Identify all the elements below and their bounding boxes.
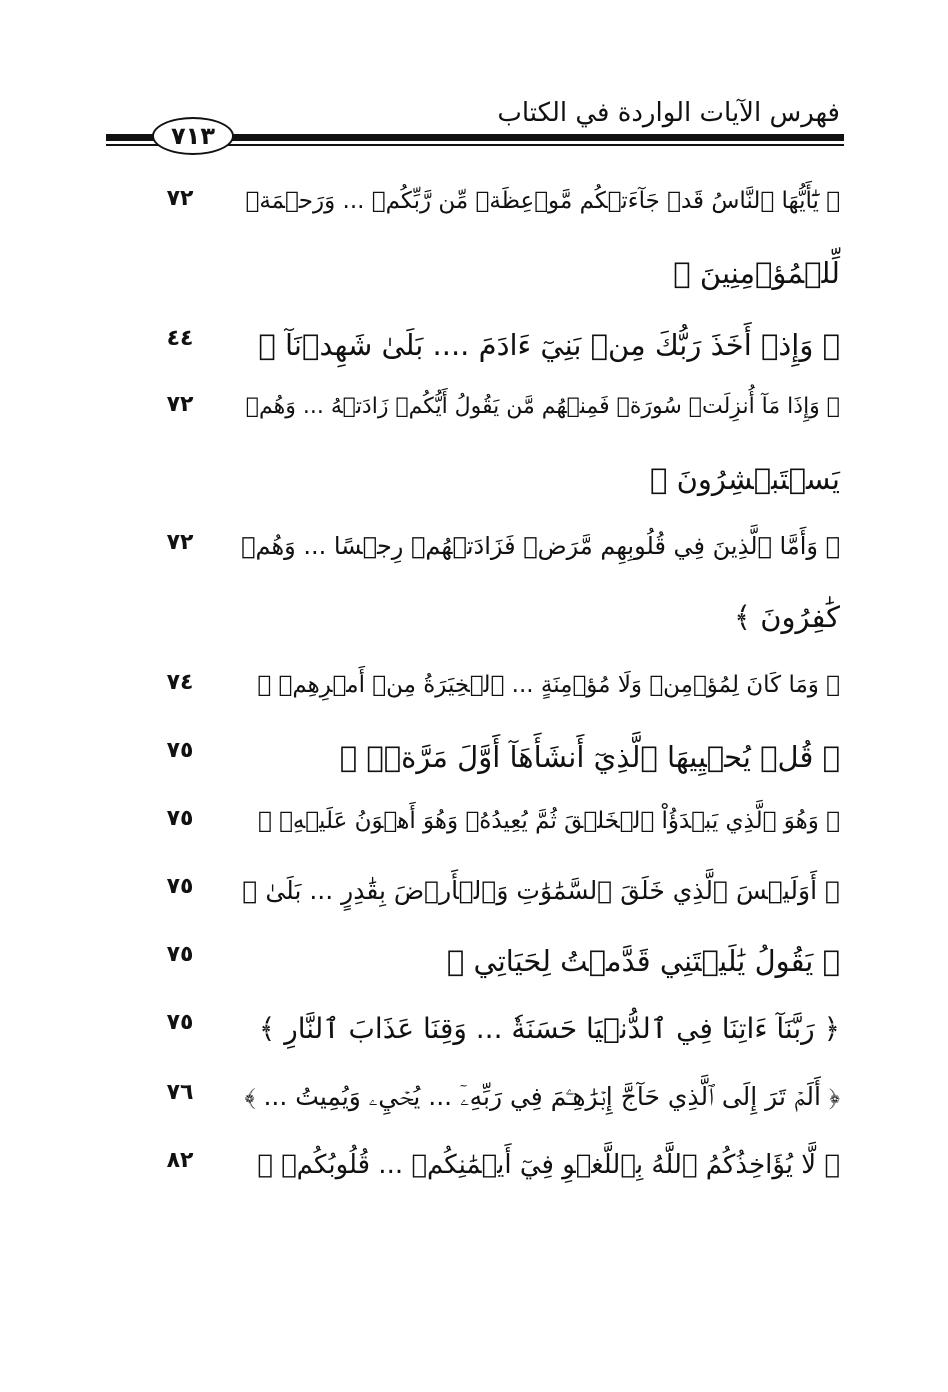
page-reference: ٧٥: [166, 874, 194, 899]
verse-text: ﴿ قُلۡ يُحۡيِيهَا ٱلَّذِيٓ أَنشَأَهَآ أَوَّلَ مَرَّةٖۖ ﴾: [339, 740, 840, 774]
page-reference: ٤٤: [166, 326, 194, 351]
verse-text: ﴿ وَهُوَ ٱلَّذِي يَبۡدَؤُاْ ٱلۡخَلۡقَ ثُمَّ يُعِيدُهُۥ وَهُوَ أَهۡوَنُ عَلَيۡهِۚ ﴾: [258, 808, 840, 834]
verse-text: ﴿ أَلَمۡ تَرَ إِلَى ٱلَّذِي حَآجَّ إِبۡرَٰهِـۧمَ فِي رَبِّهِۦٓ ... يُحۡيِۦ وَيُمِيتُ ... ﴾: [244, 1082, 840, 1111]
page-reference: ٧٥: [166, 806, 194, 831]
verse-text-continuation: كَٰفِرُونَ ﴾: [734, 600, 840, 634]
verse-text: ﴿ لَّا يُؤَاخِذُكُمُ ٱللَّهُ بِٱللَّغۡوِ فِيٓ أَيۡمَٰنِكُمۡ ... قُلُوبُكُمۡ ﴾: [257, 1150, 840, 1180]
verse-text: ﴿ رَبَّنَآ ءَاتِنَا فِي ٱلدُّنۡيَا حَسَنَةٗ ... وَقِنَا عَذَابَ ٱلنَّارِ ﴾: [258, 1012, 840, 1045]
page-reference: ٧٥: [166, 1010, 194, 1035]
verse-text-continuation: يَسۡتَبۡشِرُونَ ﴾: [649, 462, 840, 496]
verse-text: ﴿ يَٰٓأَيُّهَا ٱلنَّاسُ قَدۡ جَآءَتۡكُم مَّوۡعِظَةٞ مِّن رَّبِّكُمۡ ... وَرَحۡمَةٞ: [245, 188, 840, 214]
page-reference: ٧٢: [166, 186, 194, 211]
verse-text: ﴿ وَأَمَّا ٱلَّذِينَ فِي قُلُوبِهِم مَّرَضٞ فَزَادَتۡهُمۡ رِجۡسًا ... وَهُمۡ: [241, 532, 840, 560]
page-number: ٧١٣: [152, 117, 234, 155]
verse-text-continuation: لِّلۡمُؤۡمِنِينَ ﴾: [673, 256, 840, 290]
page-reference: ٧٢: [166, 392, 194, 417]
page-reference: ٧٤: [166, 670, 194, 695]
verse-text: ﴿ أَوَلَيۡسَ ٱلَّذِي خَلَقَ ٱلسَّمَٰوَٰتِ وَٱلۡأَرۡضَ بِقَٰدِرٍ ... بَلَىٰ ﴾: [242, 876, 840, 905]
page-reference: ٨٢: [166, 1148, 194, 1173]
verse-text: ﴿ وَإِذۡ أَخَذَ رَبُّكَ مِنۢ بَنِيٓ ءَادَمَ .... بَلَىٰ شَهِدۡنَآ ﴾: [258, 328, 840, 362]
verse-text: ﴿ وَإِذَا مَآ أُنزِلَتۡ سُورَةٞ فَمِنۡهُم مَّن يَقُولُ أَيُّكُمۡ زَادَتۡهُ ... وَهُمۡ: [245, 394, 840, 419]
page-reference: ٧٢: [166, 530, 194, 555]
page-reference: ٧٦: [166, 1080, 194, 1105]
verse-text: ﴿ يَقُولُ يَٰلَيۡتَنِي قَدَّمۡتُ لِحَيَاتِي ﴾: [446, 944, 840, 978]
page-reference: ٧٥: [166, 942, 194, 967]
page-title: فهرس الآيات الواردة في الكتاب: [497, 98, 840, 128]
page-reference: ٧٥: [166, 738, 194, 763]
verse-text: ﴿ وَمَا كَانَ لِمُؤۡمِنٖ وَلَا مُؤۡمِنَةٍ ... ٱلۡخِيَرَةُ مِنۡ أَمۡرِهِمۡ ﴾: [257, 672, 840, 698]
